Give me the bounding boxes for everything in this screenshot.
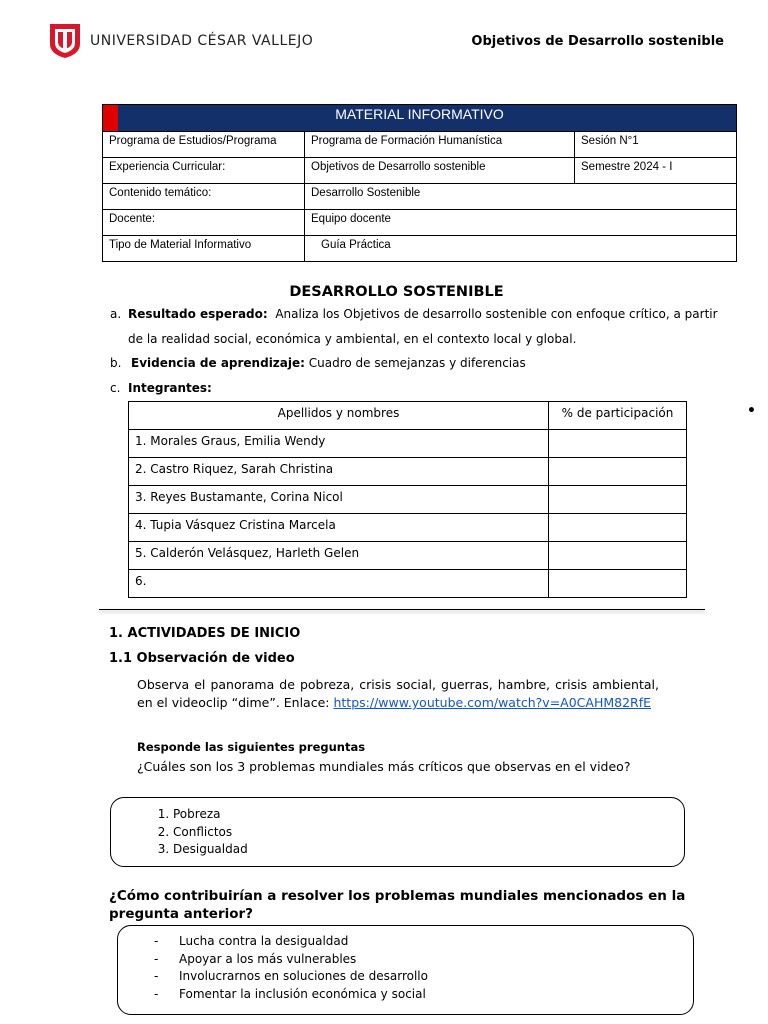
question-2: ¿Cómo contribuirían a resolver los problemas mundiales mencionados en la pregunta anterior? (109, 888, 686, 922)
member-name: 5. Calderón Velásquez, Harleth Gelen (129, 542, 549, 570)
col-header-pct: % de participación (549, 402, 687, 430)
question-1: ¿Cuáles son los 3 problemas mundiales más críticos que observas en el video? (137, 759, 631, 774)
member-pct (549, 514, 687, 542)
table-header-row (129, 402, 687, 430)
item-c-label: Integrantes: (128, 381, 212, 395)
list-item: 3. Desigualdad (173, 841, 248, 859)
item-c (128, 376, 212, 401)
video-subheading: 1.1 Observación de video (109, 651, 295, 666)
list-item: 1. Pobreza (173, 806, 248, 824)
members-table (128, 401, 687, 598)
answer-box-1 (110, 797, 685, 867)
item-b-text: Cuadro de semejanzas y diferencias (308, 356, 526, 370)
answer-box-2 (117, 925, 694, 1015)
table-row (129, 514, 687, 542)
cell-extra: Semestre 2024 - I (575, 158, 737, 184)
answer-list-2 (154, 933, 428, 1003)
item-a-label: Resultado esperado: (128, 307, 268, 321)
member-name: 3. Reyes Bustamante, Corina Nicol (129, 486, 549, 514)
material-info-title: MATERIAL INFORMATIVO (103, 105, 737, 132)
list-item: - Apoyar a los más vulnerables (154, 951, 357, 966)
divider (99, 609, 705, 610)
stray-bullet: • (747, 403, 756, 419)
cell-label: Experiencia Curricular: (103, 158, 305, 184)
activities-heading: 1. ACTIVIDADES DE INICIO (109, 626, 301, 641)
respond-title: Responde las siguientes preguntas (137, 740, 366, 754)
cell-label: Tipo de Material Informativo (103, 236, 305, 262)
member-pct (549, 430, 687, 458)
table-row (103, 236, 737, 262)
item-b-marker: b. (110, 356, 122, 370)
list-item: - Involucrarnos en soluciones de desarrollo (154, 969, 428, 983)
material-info-table (102, 104, 737, 262)
video-instructions (137, 676, 659, 712)
cell-label: Programa de Estudios/Programa (103, 132, 305, 158)
item-a-marker: a. (110, 307, 122, 321)
member-name: 4. Tupia Vásquez Cristina Marcela (129, 514, 549, 542)
cell-value: Guía Práctica (305, 236, 737, 262)
item-a (128, 302, 718, 327)
cell-extra: Sesión N°1 (575, 132, 737, 158)
section-title: DESARROLLO SOSTENIBLE (289, 284, 504, 300)
member-name: 6. (129, 570, 549, 598)
table-row (129, 570, 687, 598)
instructions-text: Observa el panorama de pobreza, crisis social, guerras, hambre, crisis ambiental, en el videoclip “dime”. Enlace: (137, 677, 659, 710)
table-row (129, 458, 687, 486)
cell-value: Equipo docente (305, 210, 737, 236)
item-b-label: Evidencia de aprendizaje: (131, 356, 305, 370)
item-a-text: Analiza los Objetivos de desarrollo sostenible con enfoque crítico, a partir (275, 307, 718, 321)
member-pct (549, 570, 687, 598)
member-name: 1. Morales Graus, Emilia Wendy (129, 430, 549, 458)
table-row (103, 210, 737, 236)
item-a-text-cont: de la realidad social, económica y ambiental, en el contexto local y global. (128, 332, 577, 346)
table-row (103, 158, 737, 184)
cell-value: Desarrollo Sostenible (305, 184, 737, 210)
list-item: - Fomentar la inclusión económica y social (154, 986, 426, 1001)
member-pct (549, 486, 687, 514)
member-name: 2. Castro Riquez, Sarah Christina (129, 458, 549, 486)
table-row (129, 486, 687, 514)
item-c-marker: c. (110, 381, 121, 395)
list-item: - Lucha contra la desigualdad (154, 934, 349, 948)
cell-label: Contenido temático: (103, 184, 305, 210)
table-row (103, 184, 737, 210)
table-row (129, 430, 687, 458)
cell-value: Programa de Formación Humanística (305, 132, 575, 158)
logo-shield-icon (50, 24, 80, 58)
university-name: UNIVERSIDAD CÉSAR VALLEJO (90, 33, 314, 49)
member-pct (549, 542, 687, 570)
cell-label: Docente: (103, 210, 305, 236)
item-b (131, 351, 526, 376)
table-row (129, 542, 687, 570)
table-row (103, 132, 737, 158)
answer-list-1 (111, 806, 248, 859)
red-marker (103, 105, 118, 131)
member-pct (549, 458, 687, 486)
university-logo (50, 24, 80, 58)
video-link[interactable]: https://www.youtube.com/watch?v=A0CAHM82RfE (333, 695, 652, 710)
document-header-title: Objetivos de Desarrollo sostenible (471, 34, 724, 49)
col-header-name: Apellidos y nombres (129, 402, 549, 430)
cell-value: Objetivos de Desarrollo sostenible (305, 158, 575, 184)
list-item: 2. Conflictos (173, 824, 248, 842)
